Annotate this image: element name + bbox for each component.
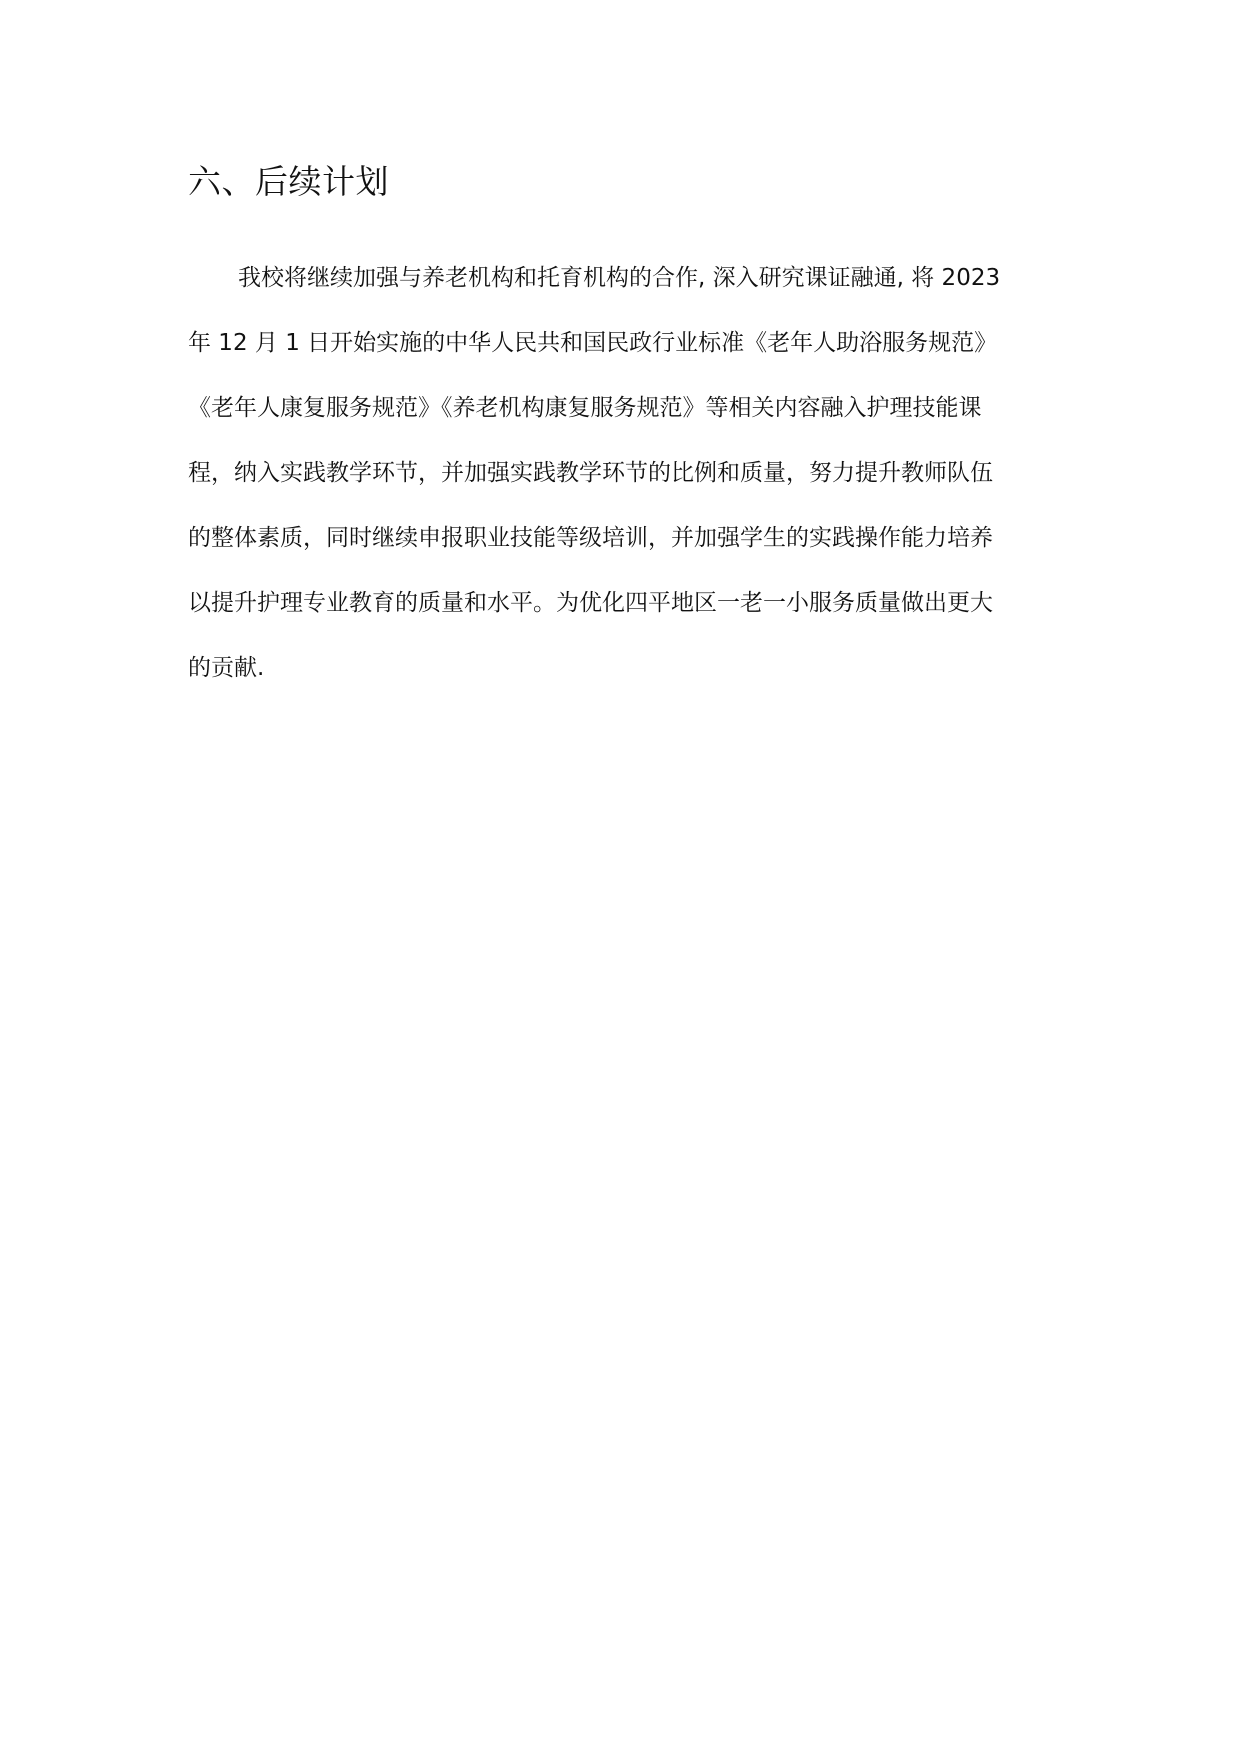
- paragraph-line-7: 的贡献.: [188, 655, 265, 681]
- paragraph-line-3: 《老年人康复服务规范》《养老机构康复服务规范》等相关内容融入护理技能课: [188, 395, 982, 421]
- paragraph-line-4: 程，纳入实践教学环节，并加强实践教学环节的比例和质量，努力提升教师队伍: [188, 460, 993, 486]
- paragraph-line-6: 以提升护理专业教育的质量和水平。为优化四平地区一老一小服务质量做出更大: [188, 590, 993, 616]
- paragraph-line-2: 年 12 月 1 日开始实施的中华人民共和国民政行业标准《老年人助浴服务规范》: [188, 330, 998, 356]
- paragraph-line-5: 的整体素质，同时继续申报职业技能等级培训，并加强学生的实践操作能力培养: [188, 525, 993, 551]
- paragraph-line-1: 我校将继续加强与养老机构和托育机构的合作, 深入研究课证融通, 将 2023: [238, 265, 1001, 291]
- section-heading: 六、后续计划: [188, 162, 389, 201]
